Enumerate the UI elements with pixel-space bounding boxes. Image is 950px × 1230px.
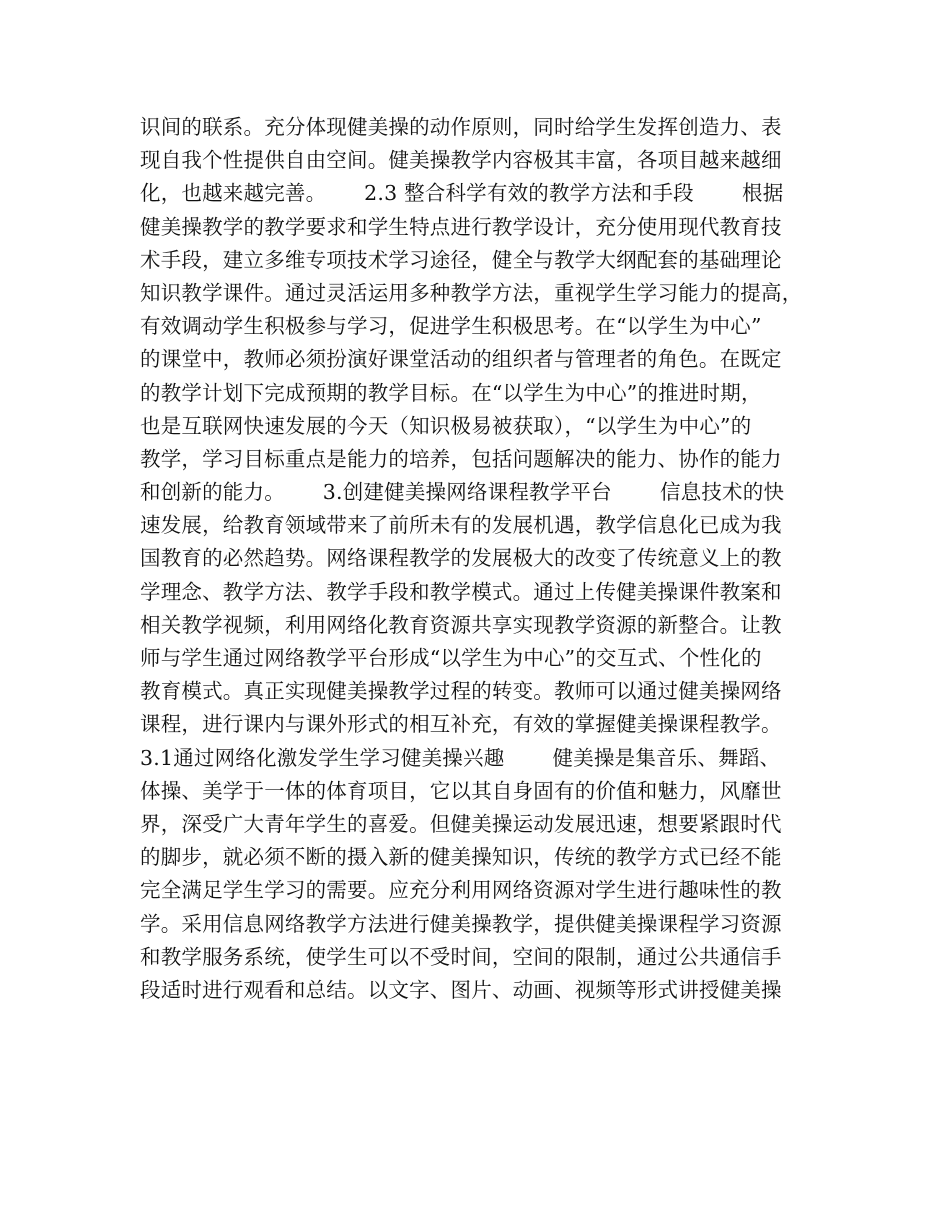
text-line: 教育模式。真正实现健美操教学过程的转变。教师可以通过健美操网络 xyxy=(140,679,782,704)
text-line: 界，深受广大青年学生的喜爱。但健美操运动发展迅速，想要紧跟时代 xyxy=(140,811,782,836)
body-text xyxy=(140,111,830,1007)
text-line: 的教学计划下完成预期的教学目标。在“以学生为中心”的推进时期， xyxy=(140,380,762,405)
text-line: 课程，进行课内与课外形式的相互补充，有效的掌握健美操课程教学。 xyxy=(140,712,782,737)
text-line: 体操、美学于一体的体育项目，它以其自身固有的价值和魅力，风靡世 xyxy=(140,778,782,803)
text-line: 知识教学课件。通过灵活运用多种教学方法，重视学生学习能力的提高， xyxy=(140,280,803,305)
text-line: 学理念、教学方法、教学手段和教学模式。通过上传健美操课件教案和 xyxy=(140,579,782,604)
text-line: 完全满足学生学习的需要。应充分利用网络资源对学生进行趣味性的教 xyxy=(140,878,782,903)
text-line: 师与学生通过网络教学平台形成“以学生为中心”的交互式、个性化的 xyxy=(140,646,762,670)
text-line: 也是互联网快速发展的今天（知识极易被获取），“以学生为中心”的 xyxy=(140,413,752,438)
text-line: 识间的联系。充分体现健美操的动作原则，同时给学生发挥创造力、表 xyxy=(140,115,782,139)
text-line: 相关教学视频，利用网络化教育资源共享实现教学资源的新整合。让教 xyxy=(140,612,782,637)
text-line: 3.1通过网络化激发学生学习健美操兴趣 健美操是集音乐、舞蹈、 xyxy=(140,745,781,770)
text-line: 教学，学习目标重点是能力的培养，包括问题解决的能力、协作的能力 xyxy=(140,446,782,471)
text-line: 段适时进行观看和总结。以文字、图片、动画、视频等形式讲授健美操 xyxy=(140,977,782,1002)
text-line: 术手段，建立多维专项技术学习途径，健全与教学大纲配套的基础理论 xyxy=(140,247,782,272)
text-line: 化，也越来越完善。 2.3 整合科学有效的教学方法和手段 根据 xyxy=(140,181,784,206)
text-line: 的脚步，就必须不断的摄入新的健美操知识，传统的教学方式已经不能 xyxy=(140,845,782,870)
text-line: 国教育的必然趋势。网络课程教学的发展极大的改变了传统意义上的教 xyxy=(140,546,782,571)
text-line: 速发展，给教育领域带来了前所未有的发展机遇，教学信息化已成为我 xyxy=(140,513,782,538)
text-line: 和创新的能力。 3.创建健美操网络课程教学平台 信息技术的快 xyxy=(140,480,785,505)
text-line: 健美操教学的教学要求和学生特点进行教学设计，充分使用现代教育技 xyxy=(140,214,782,239)
text-line: 和教学服务系统，使学生可以不受时间，空间的限制，通过公共通信手 xyxy=(140,944,782,969)
text-line: 的课堂中，教师必须扮演好课堂活动的组织者与管理者的角色。在既定 xyxy=(140,347,782,372)
text-line: 有效调动学生积极参与学习，促进学生积极思考。在“以学生为中心” xyxy=(140,314,762,339)
text-line: 学。采用信息网络教学方法进行健美操教学，提供健美操课程学习资源 xyxy=(140,911,782,936)
text-line: 现自我个性提供自由空间。健美操教学内容极其丰富，各项目越来越细 xyxy=(140,148,782,173)
